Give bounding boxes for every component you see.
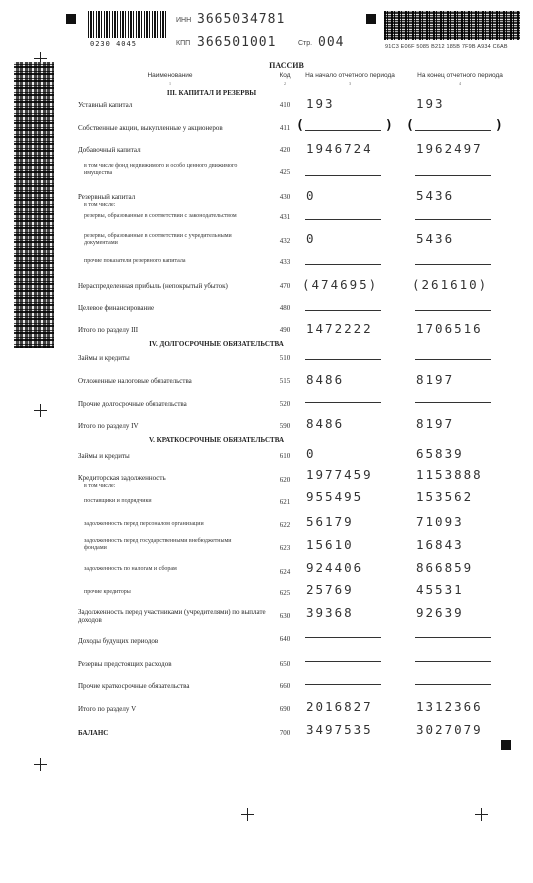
- empty-value-line-end-520: [415, 402, 491, 403]
- empty-value-line-start-431: [305, 219, 381, 220]
- barcode-number: 0230 4045: [90, 40, 137, 48]
- row-label-470: Нераспределенная прибыль (непокрытый убыток): [78, 282, 228, 290]
- 2d-barcode: [384, 11, 520, 40]
- row-label-430-sub: в том числе:: [84, 202, 116, 208]
- row-code-430: 430: [279, 193, 291, 201]
- empty-value-line-start-433: [305, 264, 381, 265]
- row-label-480: Целевое финансирование: [78, 304, 155, 312]
- section-heading-long-term: IV. ДОЛГОСРОЧНЫЕ ОБЯЗАТЕЛЬСТВА: [149, 340, 284, 348]
- row-code-590: 590: [279, 422, 291, 430]
- value-start-515: 8486: [306, 372, 345, 387]
- column-header-start: На начало отчетного периода: [305, 72, 395, 79]
- registration-mark-top-left: [66, 14, 76, 24]
- column-header-name: Наименование: [147, 72, 193, 79]
- row-label-515: Отложенные налоговые обязательства: [78, 377, 192, 385]
- row-label-623: задолженность перед государственными внебюджетными фондами: [84, 538, 232, 551]
- row-code-650: 650: [279, 660, 291, 668]
- row-code-515: 515: [279, 377, 291, 385]
- value-end-624: 866859: [416, 560, 474, 575]
- value-end-630: 92639: [416, 605, 464, 620]
- row-label-490: Итого по разделу III: [78, 326, 139, 334]
- crosshair-mark: [34, 404, 47, 417]
- value-end-432: 5436: [416, 231, 455, 246]
- value-start-622: 56179: [306, 514, 354, 529]
- row-code-432: 432: [279, 237, 291, 245]
- value-start-610: 0: [306, 446, 316, 461]
- value-start-630: 39368: [306, 605, 354, 620]
- row-code-480: 480: [279, 304, 291, 312]
- row-label-621: поставщики и подрядчики: [84, 498, 152, 504]
- row-label-520: Прочие долгосрочные обязательства: [78, 400, 187, 408]
- value-start-624: 924406: [306, 560, 364, 575]
- empty-value-line-start-520: [305, 402, 381, 403]
- inn-label: ИНН: [176, 17, 192, 24]
- row-label-622: задолженность перед персоналом организации: [84, 521, 204, 527]
- value-start-623: 15610: [306, 537, 354, 552]
- row-label-630: Задолженность перед участниками (учредителями) по выплате доходов: [78, 608, 266, 624]
- value-start-490: 1472222: [306, 321, 373, 336]
- value-end-700: 3027079: [416, 722, 483, 737]
- row-code-490: 490: [279, 326, 291, 334]
- value-end-610: 65839: [416, 446, 464, 461]
- value-end-625: 45531: [416, 582, 464, 597]
- row-label-660: Прочие краткосрочные обязательства: [78, 682, 190, 690]
- row-code-411: 411: [279, 124, 291, 132]
- empty-value-line-end-480: [415, 310, 491, 311]
- row-code-470: 470: [279, 282, 291, 290]
- value-end-410: 193: [416, 96, 445, 111]
- row-label-610: Займы и кредиты: [78, 452, 130, 460]
- registration-mark-top-right: [366, 14, 376, 24]
- open-paren-end-411: (: [406, 118, 414, 133]
- row-label-420: Добавочный капитал: [78, 146, 141, 154]
- column-number: 2: [284, 81, 286, 86]
- row-code-431: 431: [279, 213, 291, 221]
- row-label-640: Доходы будущих периодов: [78, 637, 159, 645]
- row-label-620-sub: в том числе:: [84, 483, 116, 489]
- value-start-690: 2016827: [306, 699, 373, 714]
- row-label-433: прочие показатели резервного капитала: [84, 258, 186, 264]
- column-header-code: Код: [279, 72, 291, 79]
- row-label-624: задолженность по налогам и сборам: [84, 566, 177, 572]
- empty-value-line-end-640: [415, 637, 491, 638]
- column-header-end: На конец отчетного периода: [417, 72, 503, 79]
- kpp-label: КПП: [176, 40, 191, 47]
- value-end-622: 71093: [416, 514, 464, 529]
- row-label-650: Резервы предстоящих расходов: [78, 660, 172, 668]
- value-end-690: 1312366: [416, 699, 483, 714]
- empty-value-line-start-411: [305, 130, 381, 131]
- value-end-470: (261610): [412, 277, 489, 292]
- value-start-620: 1977459: [306, 467, 373, 482]
- value-end-590: 8197: [416, 416, 455, 431]
- registration-mark-bottom-right: [501, 740, 511, 750]
- empty-value-line-start-510: [305, 359, 381, 360]
- row-label-590: Итого по разделу IV: [78, 422, 139, 430]
- row-label-425: в том числе фонд недвижимого и особо ценного движимого имущества: [84, 163, 238, 176]
- value-end-621: 153562: [416, 489, 474, 504]
- row-label-510: Займы и кредиты: [78, 354, 130, 362]
- value-end-515: 8197: [416, 372, 455, 387]
- row-label-620: Кредиторская задолженность: [78, 474, 166, 482]
- linear-barcode: [88, 11, 168, 38]
- row-code-420: 420: [279, 146, 291, 154]
- page-title: ПАССИВ: [269, 61, 304, 70]
- empty-value-line-end-433: [415, 264, 491, 265]
- value-start-432: 0: [306, 231, 316, 246]
- column-number: 1: [169, 81, 171, 86]
- row-code-630: 630: [279, 612, 291, 620]
- row-label-430: Резервный капитал: [78, 193, 136, 201]
- row-label-432: резервы, образованные в соответствии с учредительными документами: [84, 233, 232, 246]
- page-number: 004: [318, 35, 345, 50]
- row-code-625: 625: [279, 589, 291, 597]
- value-end-623: 16843: [416, 537, 464, 552]
- inn-value: 3665034781: [197, 12, 286, 27]
- empty-value-line-end-510: [415, 359, 491, 360]
- value-start-625: 25769: [306, 582, 354, 597]
- value-end-490: 1706516: [416, 321, 483, 336]
- value-start-420: 1946724: [306, 141, 373, 156]
- empty-value-line-end-431: [415, 219, 491, 220]
- value-end-430: 5436: [416, 188, 455, 203]
- row-code-690: 690: [279, 705, 291, 713]
- row-code-640: 640: [279, 635, 291, 643]
- row-code-621: 621: [279, 498, 291, 506]
- empty-value-line-end-650: [415, 661, 491, 662]
- empty-value-line-start-425: [305, 175, 381, 176]
- open-paren-start-411: (: [296, 118, 304, 133]
- row-code-510: 510: [279, 354, 291, 362]
- row-label-411: Собственные акции, выкупленные у акционеров: [78, 124, 223, 132]
- value-start-700: 3497535: [306, 722, 373, 737]
- close-paren-end-411: ): [495, 118, 503, 133]
- row-code-700: 700: [279, 729, 291, 737]
- column-number: 4: [459, 81, 461, 86]
- value-end-620: 1153888: [416, 467, 483, 482]
- crosshair-mark: [34, 758, 47, 771]
- page-label: Стр.: [298, 40, 313, 47]
- empty-value-line-start-640: [305, 637, 381, 638]
- value-start-430: 0: [306, 188, 316, 203]
- value-start-410: 193: [306, 96, 335, 111]
- row-label-431: резервы, образованные в соответствии с законодательством: [84, 213, 237, 219]
- row-code-624: 624: [279, 568, 291, 576]
- section-heading-short-term: V. КРАТКОСРОЧНЫЕ ОБЯЗАТЕЛЬСТВА: [148, 436, 285, 444]
- value-end-420: 1962497: [416, 141, 483, 156]
- empty-value-line-end-425: [415, 175, 491, 176]
- crosshair-mark: [475, 808, 488, 821]
- row-code-622: 622: [279, 521, 291, 529]
- empty-value-line-start-480: [305, 310, 381, 311]
- row-code-610: 610: [279, 452, 291, 460]
- column-number: 3: [349, 81, 351, 86]
- kpp-value: 366501001: [197, 35, 277, 50]
- row-code-425: 425: [279, 168, 291, 176]
- close-paren-start-411: ): [385, 118, 393, 133]
- row-code-620: 620: [279, 476, 291, 484]
- empty-value-line-end-411: [415, 130, 491, 131]
- row-code-623: 623: [279, 544, 291, 552]
- row-code-433: 433: [279, 258, 291, 266]
- value-start-621: 955495: [306, 489, 364, 504]
- side-barcode-strip: [14, 62, 54, 348]
- row-label-625: прочие кредиторы: [84, 589, 131, 595]
- empty-value-line-start-660: [305, 684, 381, 685]
- row-label-410: Уставный капитал: [78, 101, 133, 109]
- section-heading-capital: III. КАПИТАЛ И РЕЗЕРВЫ: [166, 89, 257, 97]
- empty-value-line-end-660: [415, 684, 491, 685]
- crosshair-mark: [241, 808, 254, 821]
- row-code-410: 410: [279, 101, 291, 109]
- row-label-700: БАЛАНС: [78, 729, 109, 737]
- row-code-520: 520: [279, 400, 291, 408]
- value-start-590: 8486: [306, 416, 345, 431]
- row-label-690: Итого по разделу V: [78, 705, 137, 713]
- row-code-660: 660: [279, 682, 291, 690]
- empty-value-line-start-650: [305, 661, 381, 662]
- value-start-470: (474695): [302, 277, 379, 292]
- 2d-barcode-text: 91C3 E06F 5085 B212 185B 7F9B A934 C6AB: [385, 44, 508, 50]
